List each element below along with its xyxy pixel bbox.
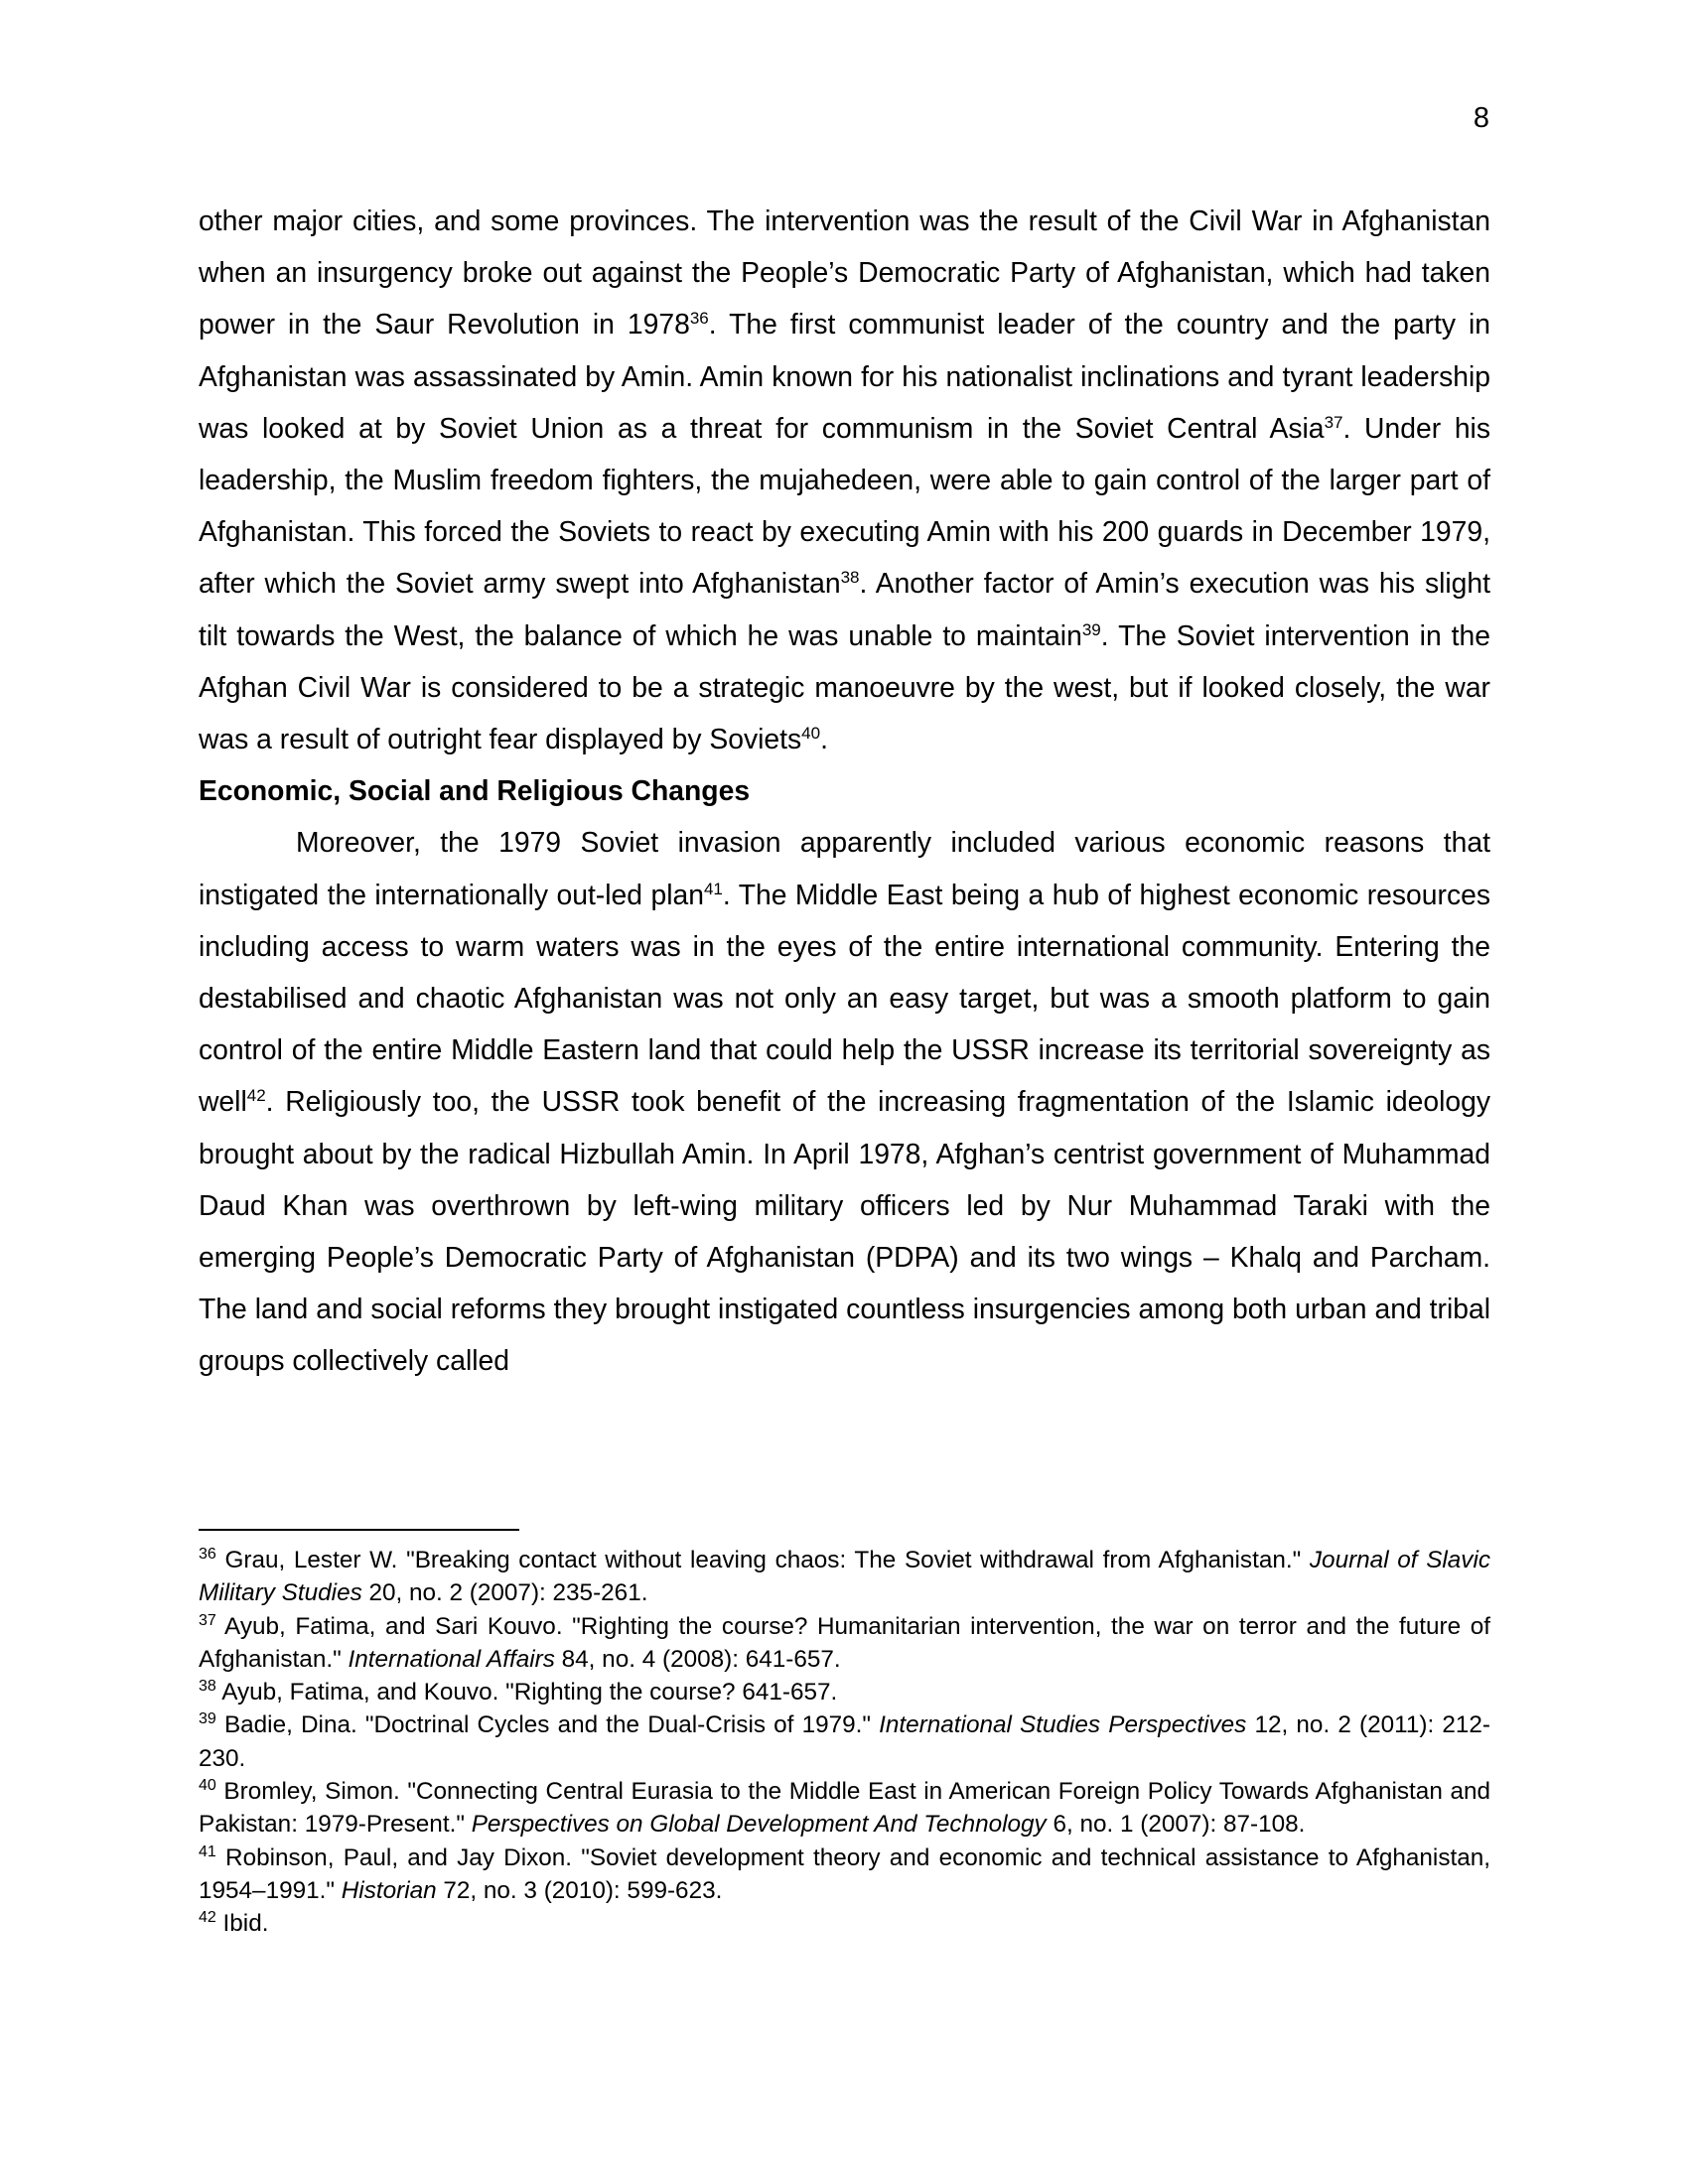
paragraph-economic-changes: Moreover, the 1979 Soviet invasion apparently included various economic reasons that instigated the internationally out-led plan$^{41}$. The Middle East being a hub of highest economic resources including access to warm waters was in the eyes of the entire international community. Entering the destabilised and chaotic Afghanistan was not only an easy target, but was a smooth platform to gain control of the entire Middle Eastern land that could help the USSR increase its territorial sovereignty as well$^{42}$. Religiously too, the USSR took benefit of the increasing fragmentation of the Islamic ideology brought about by the radical Hizbullah Amin. In April 1978, Afghan’s centrist government of Muhammad Daud Khan was overthrown by left-wing military officers led by Nur Muhammad Taraki with the emerging People’s Democratic Party of Afghanistan (PDPA) and its two wings – Khalq and Parcham. The land and social reforms they brought instigated countless insurgencies among both urban and tribal groups collectively called: [199, 826, 1490, 1377]
footnote-40: $^{40}$ Bromley, Simon. "Connecting Central Eurasia to the Middle East in American Foreign Policy Towards Afghanistan and Pakistan: 1979-Present." Perspectives on Global Development And Technology 6, no. 1 (2007): 87-108.: [199, 1777, 1490, 1839]
page-number: 8: [1473, 102, 1489, 134]
section-heading: Economic, Social and Religious Changes: [199, 774, 751, 807]
footnote-36: $^{36}$ Grau, Lester W. "Breaking contact without leaving chaos: The Soviet withdrawal from Afghanistan." Journal of Slavic Military Studies 20, no. 2 (2007): 235-261.: [199, 1546, 1491, 1607]
footnote-ref-38[interactable]: 38: [840, 568, 860, 588]
footnote-41: $^{41}$ Robinson, Paul, and Jay Dixon. "Soviet development theory and economic and technical assistance to Afghanistan, 1954–1991." Historian 72, no. 3 (2010): 599-623.: [199, 1843, 1490, 1904]
footnote-ref-40[interactable]: 40: [801, 724, 821, 744]
footnote-separator: [199, 1529, 519, 1531]
footnote-ref-36[interactable]: 36: [689, 309, 709, 329]
footnote-ref-41[interactable]: 41: [703, 879, 723, 898]
footnote-ref-39[interactable]: 39: [1081, 619, 1101, 639]
paragraph-soviet-intervention: other major cities, and some provinces. The intervention was the result of the Civil War in Afghanistan when an insurgency broke out against the People’s Democratic Party of Afghanistan, which had taken power in the Saur Revolution in 1978$^{36}$. The first communist leader of the country and the party in Afghanistan was assassinated by Amin. Amin known for his nationalist inclinations and tyrant leadership was looked at by Soviet Union as a threat for communism in the Soviet Central Asia$^{37}$. Under his leadership, the Muslim freedom fighters, the mujahedeen, were able to gain control of the larger part of Afghanistan. This forced the Soviets to react by executing Amin with his 200 guards in December 1979, after which the Soviet army swept into Afghanistan$^{38}$. Another factor of Amin’s execution was his slight tilt towards the West, the balance of which he was unable to maintain$^{39}$. The Soviet intervention in the Afghan Civil War is considered to be a strategic manoeuvre by the west, but if looked closely, the war was a result of outright fear displayed by Soviets$^{40}$.: [199, 205, 1491, 755]
footnotes: [199, 1544, 1490, 1941]
footnote-38: $^{38}$ Ayub, Fatima, and Kouvo. "Righting the course? 641-657.: [199, 1678, 838, 1706]
body-text: [199, 195, 1490, 1387]
footnote-ref-42[interactable]: 42: [246, 1086, 266, 1106]
footnote-39: $^{39}$ Badie, Dina. "Doctrinal Cycles and the Dual-Crisis of 1979." International Studies Perspectives 12, no. 2 (2011): 212-230.: [199, 1710, 1490, 1772]
footnote-42: $^{42}$ Ibid.: [199, 1909, 269, 1938]
footnote-ref-37[interactable]: 37: [1324, 412, 1343, 432]
footnote-37: $^{37}$ Ayub, Fatima, and Sari Kouvo. "Righting the course? Humanitarian intervention, the war on terror and the future of Afghanistan." International Affairs 84, no. 4 (2008): 641-657.: [199, 1611, 1490, 1673]
